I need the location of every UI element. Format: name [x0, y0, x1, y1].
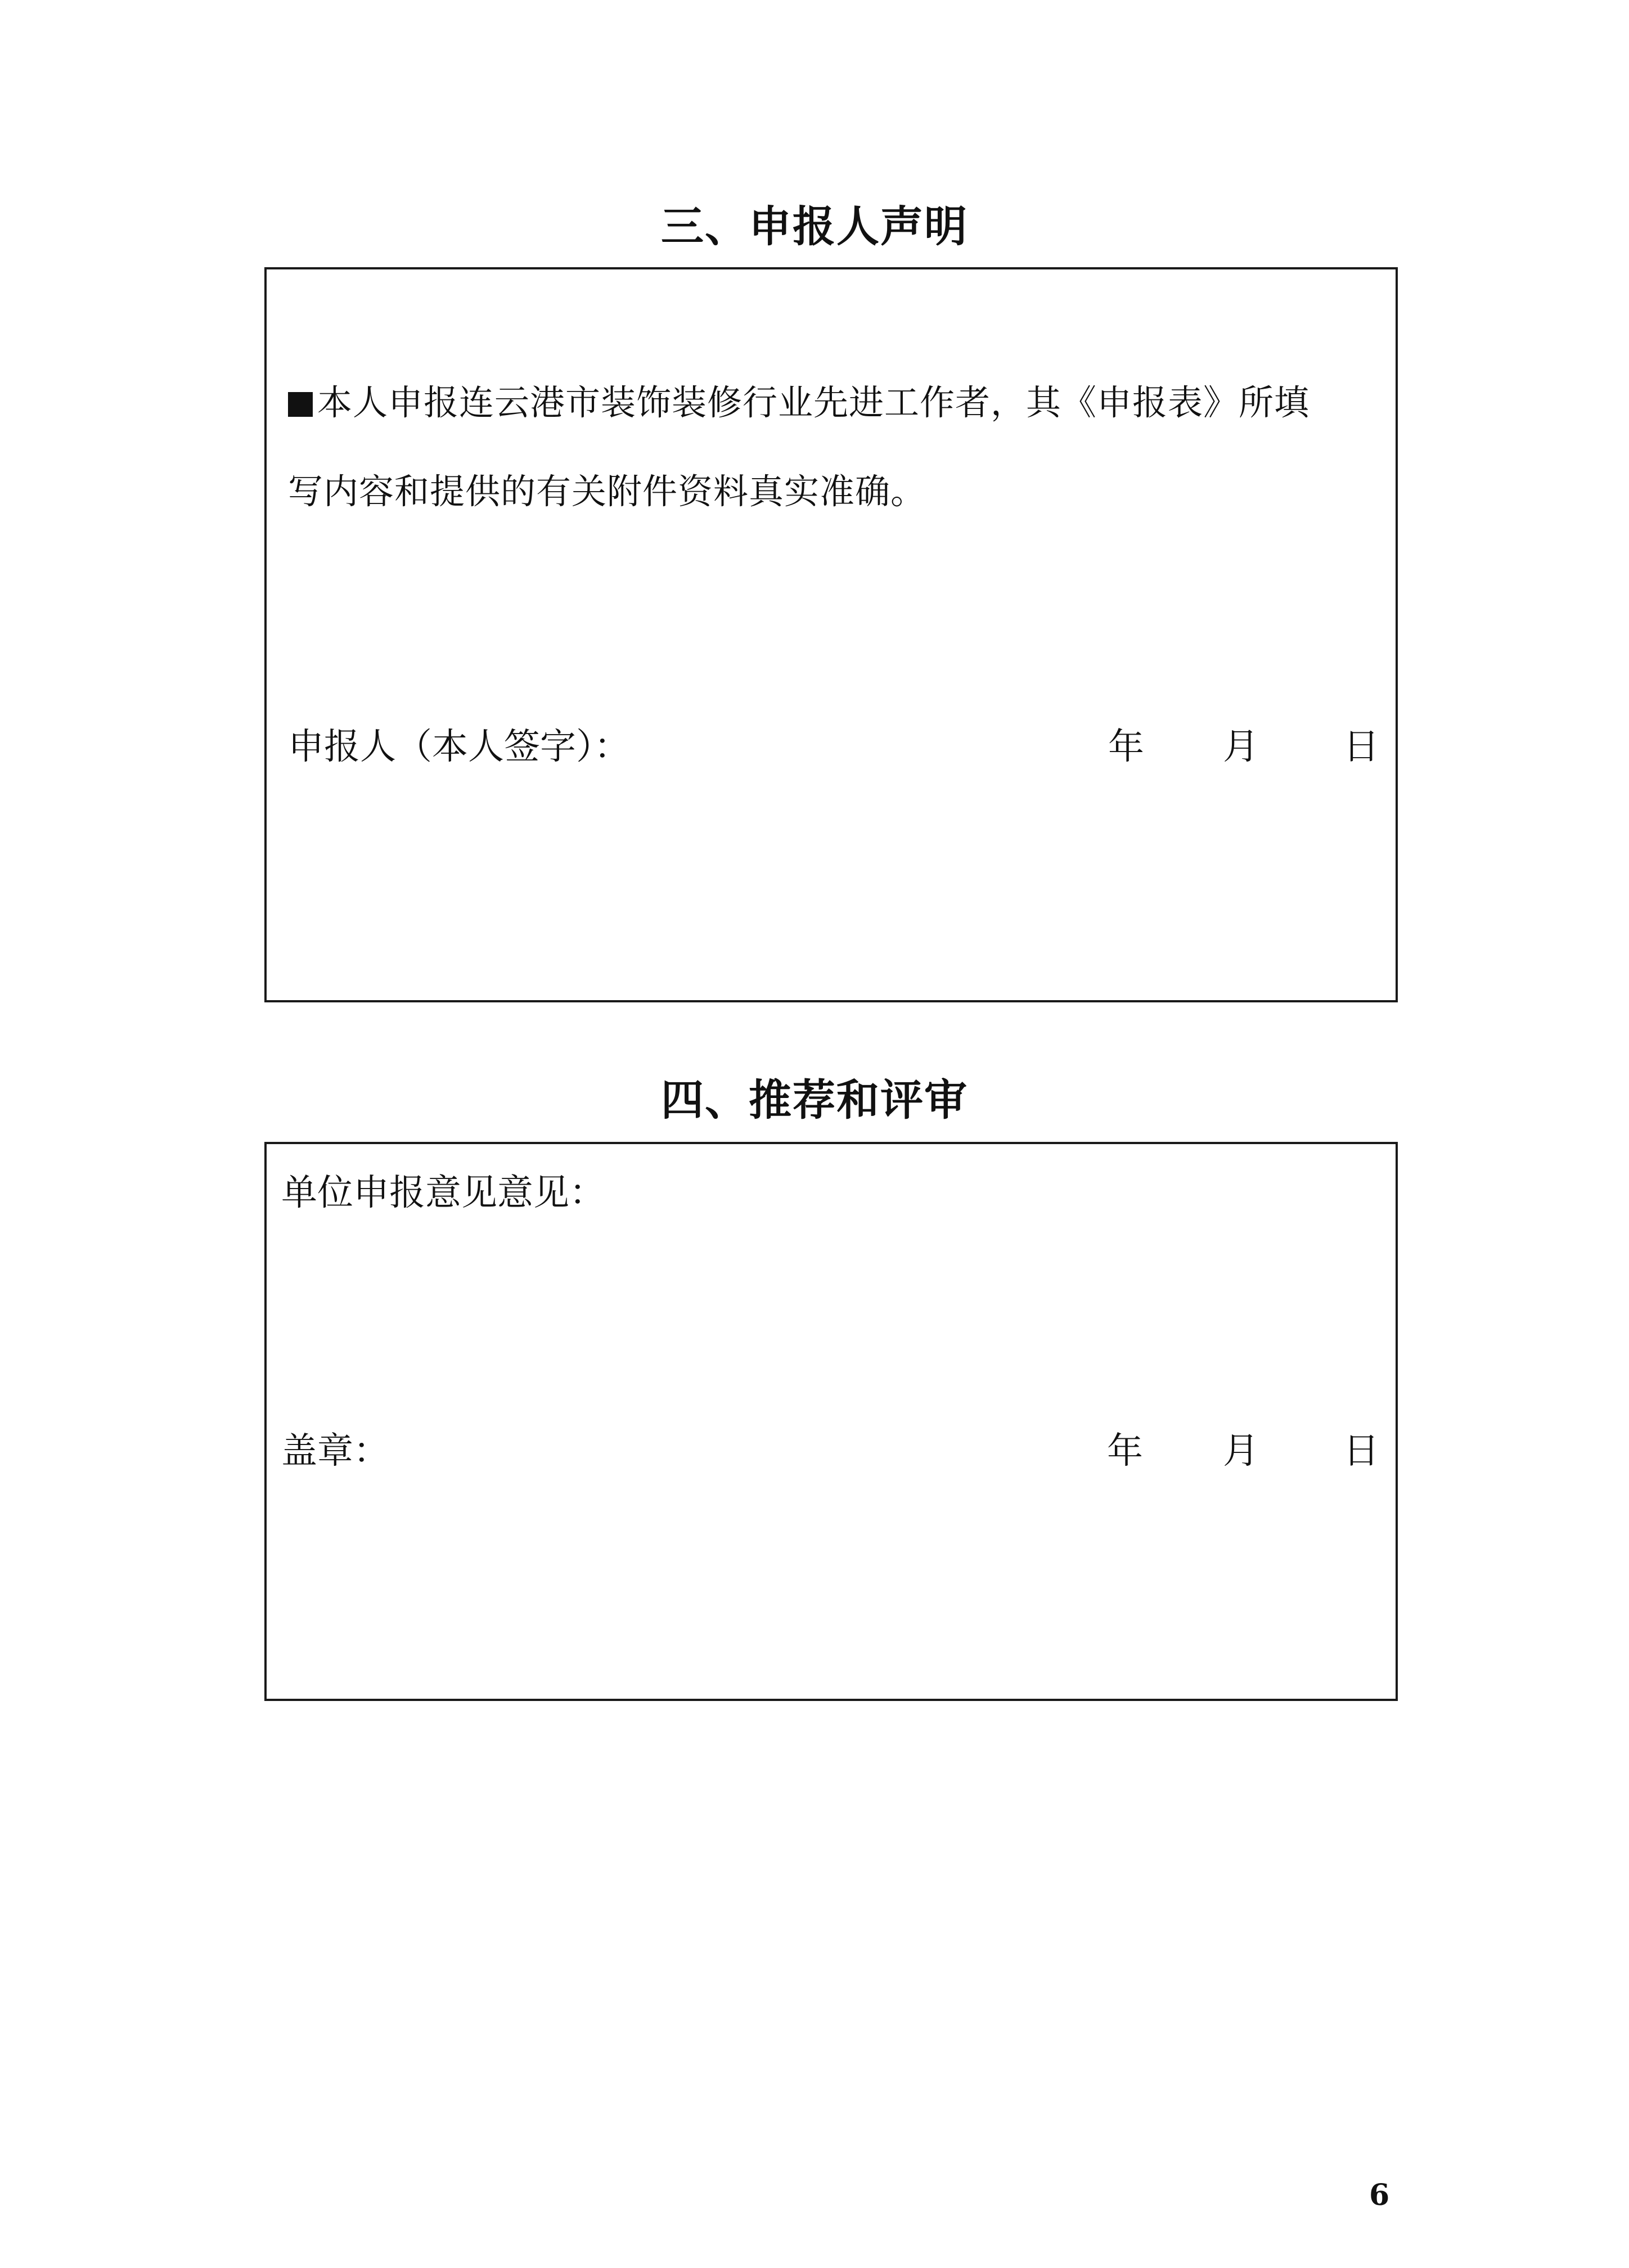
declaration-statement-line-2: 写内容和提供的有关附件资料真实准确。	[288, 471, 926, 512]
day-label: 日	[1343, 1430, 1379, 1472]
unit-opinion-label: 单位申报意见意见：	[281, 1172, 605, 1214]
seal-label: 盖章：	[281, 1430, 389, 1472]
section-4-title: 四、推荐和评审	[661, 1075, 968, 1125]
recommendation-box	[264, 1142, 1398, 1701]
declaration-statement-text-1: 本人申报连云港市装饰装修行业先进工作者，其《申报表》所填	[317, 382, 1310, 423]
month-label: 月	[1223, 1430, 1259, 1472]
page-number: 6	[1369, 2178, 1390, 2212]
month-label: 月	[1223, 726, 1259, 768]
declaration-statement-line-1	[288, 382, 1310, 423]
year-label: 年	[1108, 726, 1144, 768]
declaration-box	[264, 267, 1398, 1002]
section-3-title: 三、申报人声明	[661, 201, 968, 251]
day-label: 日	[1343, 726, 1379, 768]
year-label: 年	[1107, 1430, 1143, 1472]
checkbox-square-icon	[288, 392, 313, 417]
applicant-signature-label: 申报人（本人签字）：	[288, 726, 630, 768]
